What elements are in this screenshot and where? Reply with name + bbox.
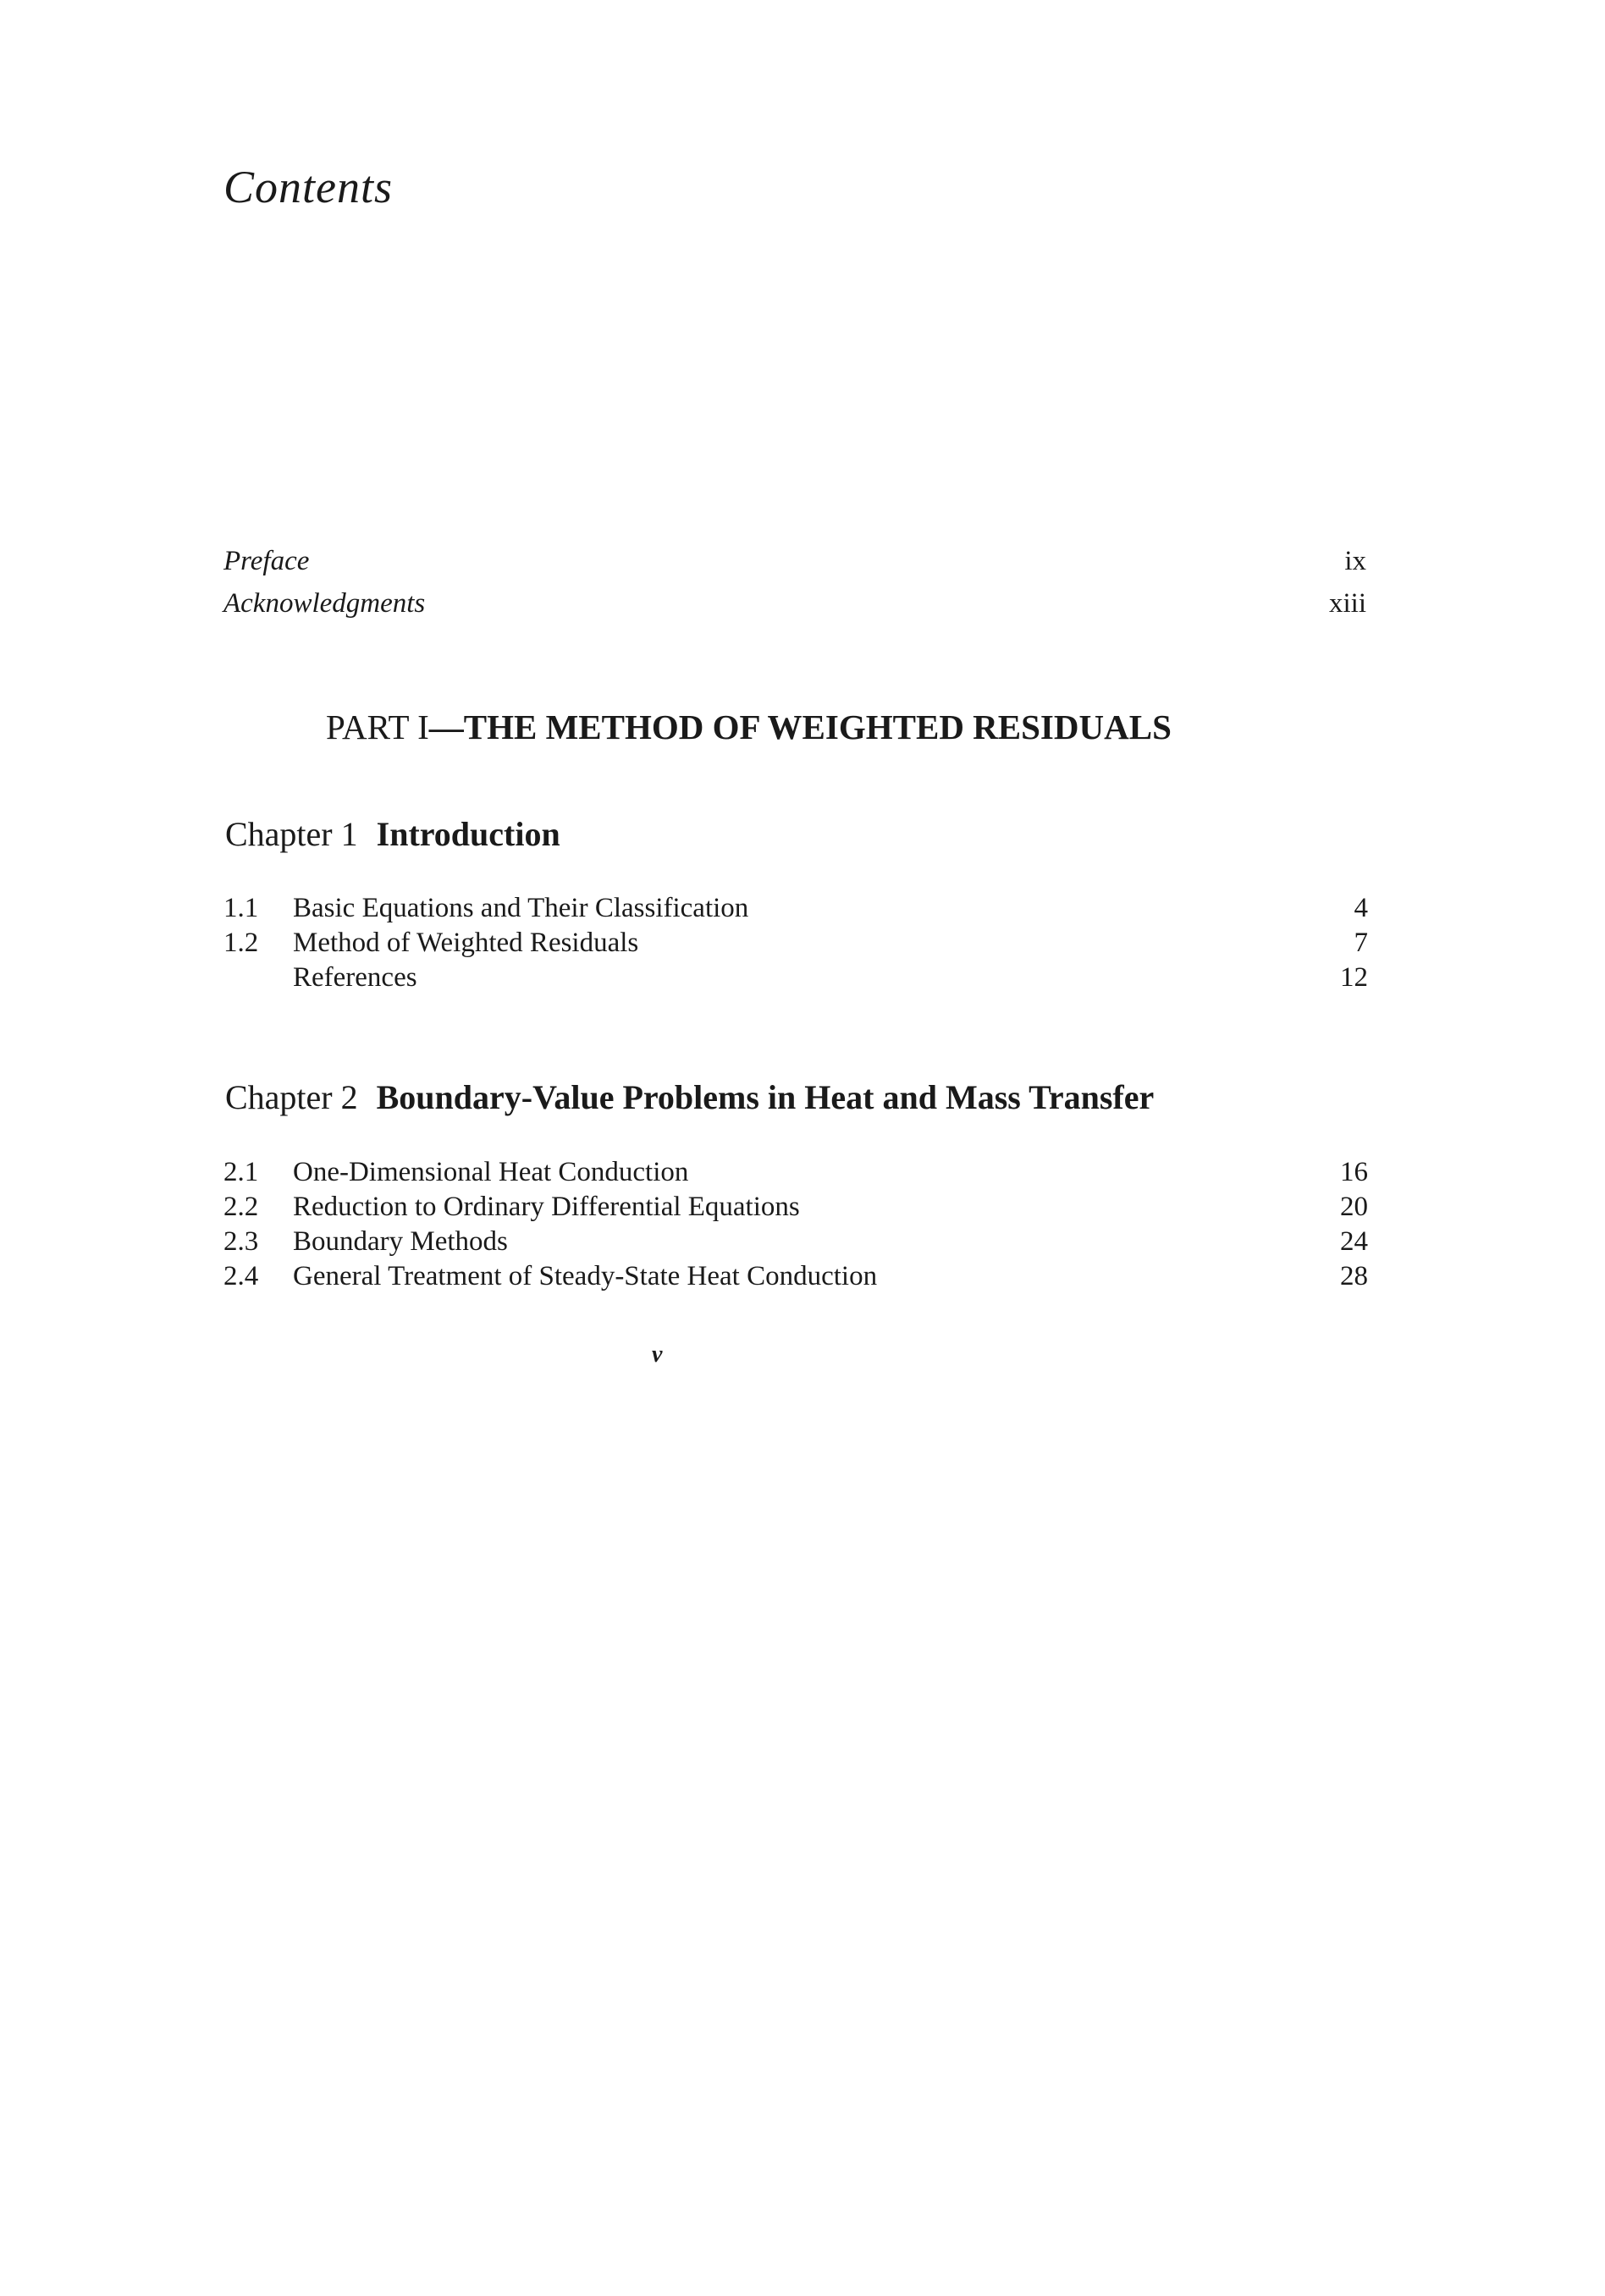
chapter-1-heading	[225, 814, 560, 854]
toc-entry	[223, 1157, 1368, 1192]
front-matter-label: Preface	[223, 546, 310, 576]
section-title: General Treatment of Steady-State Heat Conduction	[293, 1261, 878, 1291]
page-title: Contents	[223, 162, 394, 212]
toc-entry	[223, 893, 1368, 928]
chapter-title: Introduction	[376, 815, 560, 853]
section-number: 2.3	[223, 1226, 259, 1257]
part-heading	[326, 707, 1172, 747]
front-matter-preface	[223, 546, 1366, 583]
front-matter-acknowledgments	[223, 588, 1366, 625]
chapter-2-heading	[225, 1077, 1154, 1117]
front-matter-page: xiii	[1328, 588, 1366, 619]
section-title: Reduction to Ordinary Differential Equations	[293, 1192, 800, 1222]
toc-entry	[223, 962, 1368, 998]
toc-entry	[223, 1261, 1368, 1297]
front-matter-page: ix	[1344, 546, 1366, 576]
chapter-number: Chapter 2	[225, 1078, 358, 1116]
section-page: 20	[1340, 1192, 1368, 1222]
chapter-number: Chapter 1	[225, 815, 358, 853]
section-number: 1.1	[223, 893, 259, 923]
section-number: 1.2	[223, 928, 259, 958]
section-page: 12	[1340, 962, 1368, 993]
section-number: 2.4	[223, 1261, 259, 1291]
toc-entry	[223, 1192, 1368, 1227]
section-page: 7	[1354, 928, 1368, 958]
toc-entry	[223, 928, 1368, 963]
section-title: References	[293, 962, 417, 993]
page-folio: v	[652, 1341, 663, 1368]
section-title: Boundary Methods	[293, 1226, 508, 1257]
section-page: 16	[1340, 1157, 1368, 1187]
chapter-title: Boundary-Value Problems in Heat and Mass Transfer	[376, 1078, 1155, 1116]
section-title: Basic Equations and Their Classification	[293, 893, 749, 923]
section-title: Method of Weighted Residuals	[293, 928, 639, 958]
front-matter-label: Acknowledgments	[223, 588, 426, 619]
part-prefix: PART I	[326, 708, 429, 746]
section-number: 2.1	[223, 1157, 259, 1187]
toc-entry	[223, 1226, 1368, 1262]
section-number: 2.2	[223, 1192, 259, 1222]
section-page: 4	[1354, 893, 1368, 923]
section-page: 28	[1340, 1261, 1368, 1291]
section-page: 24	[1340, 1226, 1368, 1257]
section-title: One-Dimensional Heat Conduction	[293, 1157, 689, 1187]
part-title-text: —THE METHOD OF WEIGHTED RESIDUALS	[428, 708, 1172, 746]
